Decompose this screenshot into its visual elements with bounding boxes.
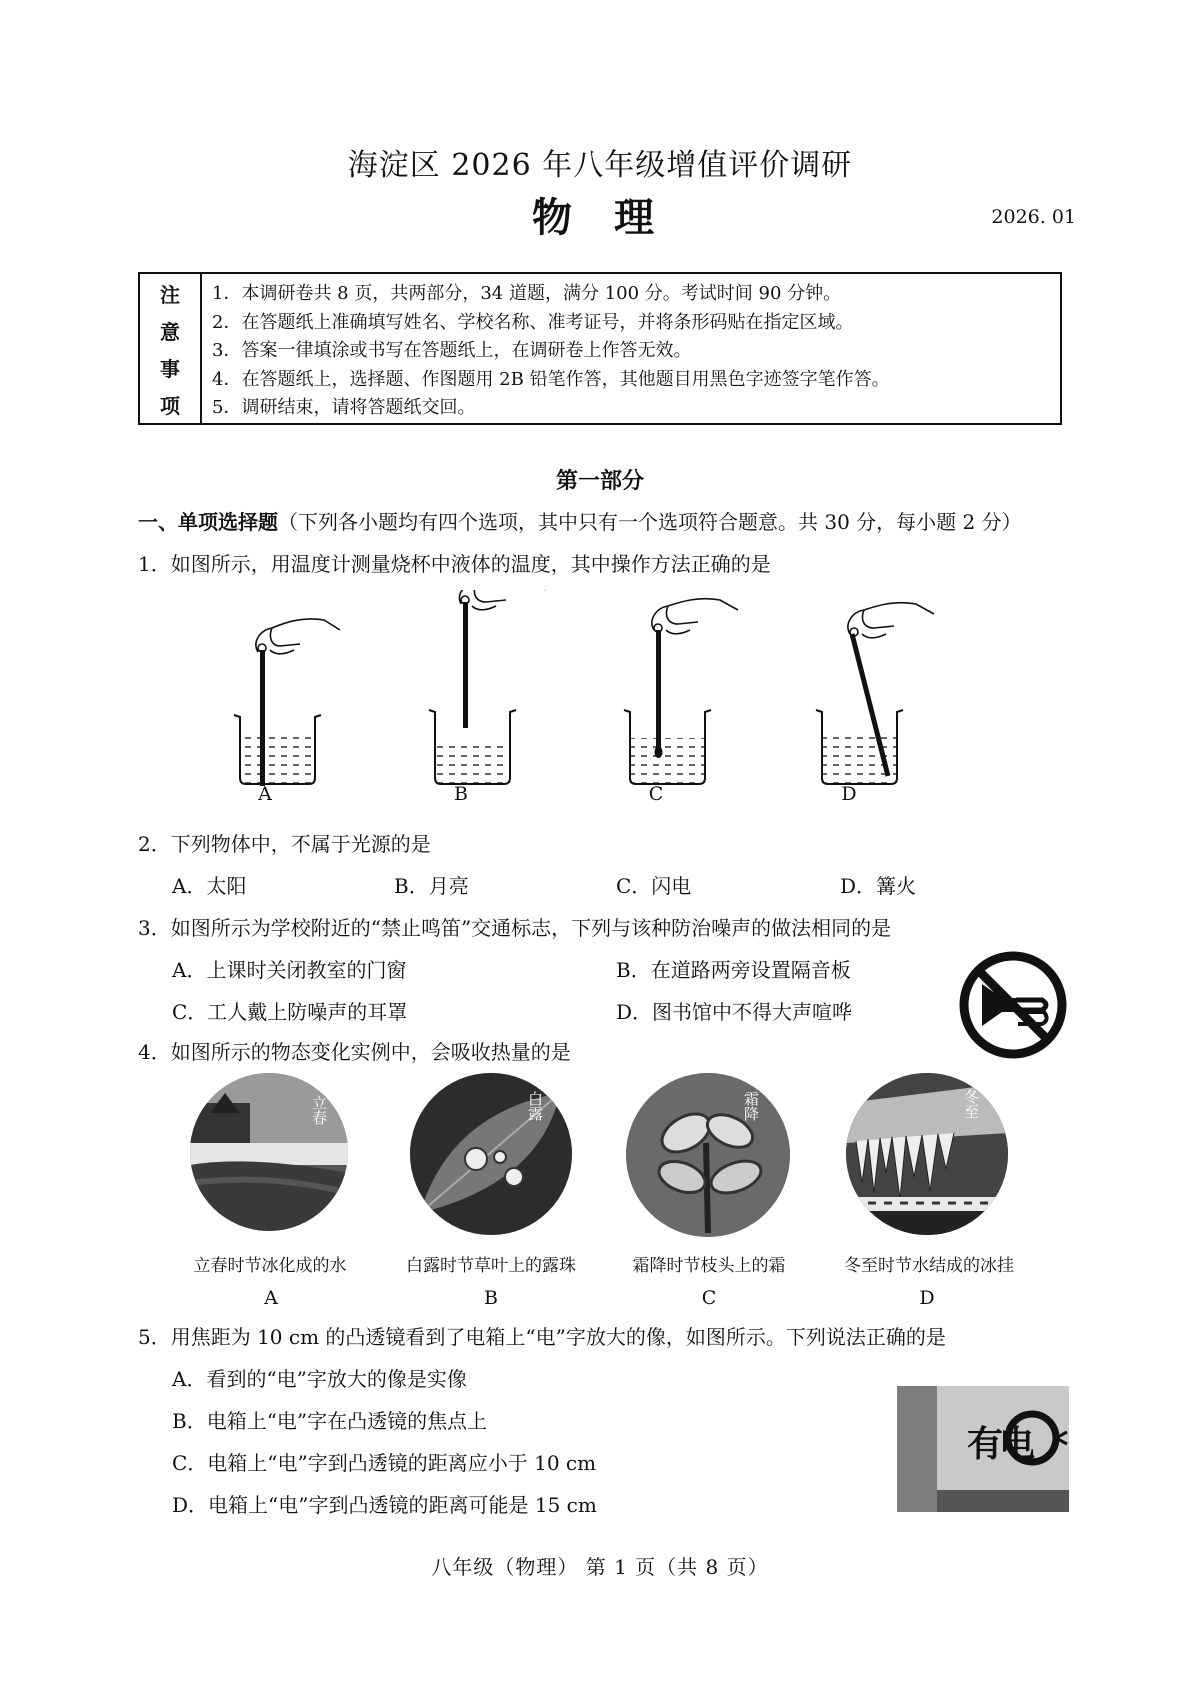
photo-icicles: [846, 1073, 1008, 1235]
notice-item: 4．在答题纸上，选择题、作图题用 2B 铅笔作答，其他题目用黑色字迹签字笔作答。: [212, 368, 890, 390]
photo-caption: 冬至时节水结成的冰挂: [844, 1256, 1014, 1276]
photo-magnified-text: [897, 1386, 1069, 1512]
photo-mark: 立春: [310, 1095, 328, 1125]
photo-label: A: [264, 1287, 278, 1309]
photo-caption: 白露时节草叶上的露珠: [406, 1256, 576, 1276]
section-heading-note: （下列各小题均有四个选项，其中只有一个选项符合题意。共 30 分，每小题 2 分）: [278, 510, 1022, 534]
option-c: C．闪电: [616, 874, 692, 898]
notice-label: [140, 274, 202, 423]
photo-mark: 白露: [526, 1091, 544, 1121]
figure-a: [234, 619, 340, 786]
figure-label: D: [841, 783, 857, 805]
notice-label-char: 意: [160, 319, 180, 344]
exam-title: 海淀区 2026 年八年级增值评价调研: [347, 148, 853, 183]
photo-magnified-label: 有电: [967, 1424, 1032, 1465]
photo-dew: [410, 1073, 572, 1235]
subject-title: 物 理: [532, 194, 668, 241]
notice-items: [202, 274, 1060, 423]
option-d: D．篝火: [840, 874, 917, 898]
notice-label-char: 项: [160, 393, 180, 418]
question-3-stem: 3．如图所示为学校附近的“禁止鸣笛”交通标志，下列与该种防治噪声的做法相同的是: [138, 916, 892, 940]
option-a: A．看到的“电”字放大的像是实像: [172, 1367, 467, 1391]
option-d: D．电箱上“电”字到凸透镜的距离可能是 15 cm: [172, 1493, 597, 1517]
option-c: C．电箱上“电”字到凸透镜的距离应小于 10 cm: [172, 1451, 597, 1475]
notice-label-char: 事: [160, 356, 180, 381]
notice-label-char: 注: [160, 282, 180, 307]
section-heading-label: 一、单项选择题: [138, 510, 278, 534]
question-4-stem: 4．如图所示的物态变化实例中，会吸收热量的是: [138, 1040, 571, 1064]
notice-item: 3．答案一律填涂或书写在答题纸上，在调研卷上作答无效。: [212, 340, 692, 361]
option-a: A．上课时关闭教室的门窗: [172, 958, 407, 982]
notice-box: [138, 272, 1062, 425]
exam-date: 2026. 01: [991, 206, 1076, 228]
page-footer: 八年级（物理） 第 1 页（共 8 页）: [431, 1555, 769, 1579]
photo-mark: 冬至: [962, 1089, 980, 1119]
option-a: A．太阳: [172, 874, 247, 898]
no-horn-sign-icon: [958, 950, 1068, 1060]
option-b: B．电箱上“电”字在凸透镜的焦点上: [172, 1409, 488, 1433]
question-5-stem: 5．用焦距为 10 cm 的凸透镜看到了电箱上“电”字放大的像，如图所示。下列说法正确的是: [138, 1325, 946, 1349]
question-1-stem: 1．如图所示，用温度计测量烧杯中液体的温度，其中操作方法正确的是: [138, 552, 771, 576]
option-b: B．在道路两旁设置隔音板: [616, 958, 851, 982]
notice-item: 5．调研结束，请将答题纸交回。: [212, 397, 476, 418]
thermometer-figures: [220, 590, 1050, 790]
photo-label: C: [701, 1287, 717, 1309]
figure-d: [816, 603, 934, 784]
question-2-stem: 2．下列物体中，不属于光源的是: [138, 832, 431, 856]
option-c: C．工人戴上防噪声的耳罩: [172, 1000, 408, 1024]
part-title: 第一部分: [555, 468, 644, 494]
photo-ice-melting: [190, 1073, 348, 1231]
figure-b: [429, 590, 546, 784]
photo-caption: 霜降时节枝头上的霜: [632, 1256, 786, 1276]
notice-item: 1．本调研卷共 8 页，共两部分，34 道题，满分 100 分。考试时间 90 分钟。: [212, 283, 842, 304]
photo-label: B: [484, 1287, 498, 1309]
photo-frost: [626, 1073, 790, 1237]
section-heading: [138, 506, 1022, 535]
photo-label: D: [919, 1287, 935, 1309]
figure-label: A: [258, 783, 272, 805]
figure-label: C: [648, 783, 664, 805]
option-b: B．月亮: [394, 874, 469, 898]
photo-caption: 立春时节冰化成的水: [193, 1256, 347, 1276]
notice-item: 2．在答题纸上准确填写姓名、学校名称、准考证号，并将条形码贴在指定区域。: [212, 311, 854, 333]
photo-mark: 霜降: [742, 1091, 760, 1121]
option-d: D．图书馆中不得大声喧哗: [616, 1000, 853, 1024]
figure-c: [624, 599, 738, 784]
figure-label: B: [454, 783, 468, 805]
